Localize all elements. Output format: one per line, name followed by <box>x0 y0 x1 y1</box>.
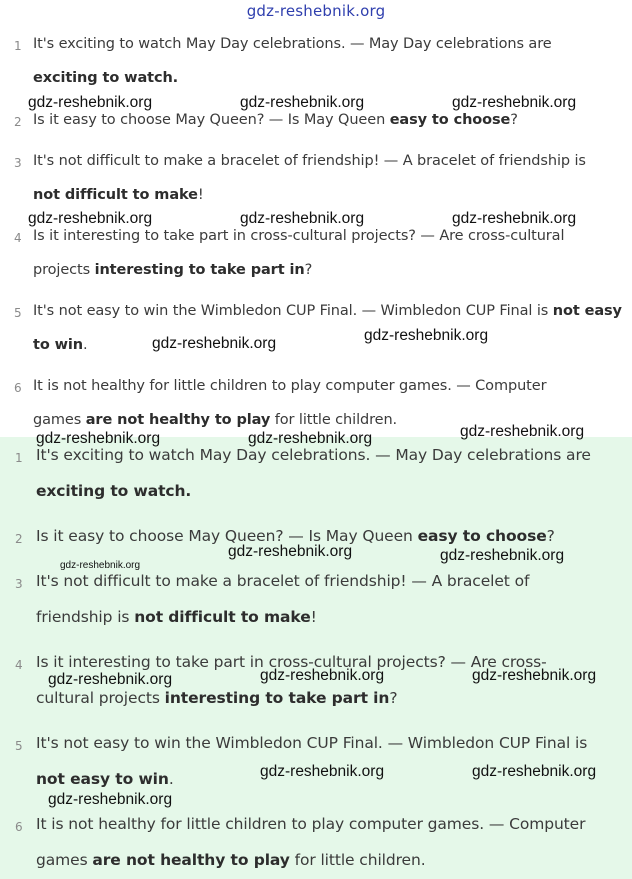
item-answer-line: games are not healthy to play for little children. <box>33 412 398 428</box>
watermark: gdz-reshebnik.org <box>452 94 577 111</box>
item-question-line: It's not easy to win the Wimbledon CUP Final. — Wimbledon CUP Final is not easy <box>33 303 622 319</box>
item-question-line: Is it interesting to take part in cross-cultural projects? — Are cross-cultural <box>33 228 565 244</box>
item-number: 3 <box>15 577 23 591</box>
item-number: 2 <box>14 115 22 129</box>
site-header-watermark: gdz-reshebnik.org <box>246 2 386 20</box>
item-number: 6 <box>14 381 22 395</box>
item-number: 1 <box>14 39 22 53</box>
watermark: gdz-reshebnik.org <box>240 94 365 111</box>
item-number: 3 <box>14 156 22 170</box>
item-answer-line: exciting to watch. <box>33 70 179 86</box>
item-number: 5 <box>15 739 23 753</box>
item-question-line: Is it easy to choose May Queen? — Is May Queen easy to choose? <box>36 527 555 545</box>
item-number: 6 <box>15 820 23 834</box>
watermark: gdz-reshebnik.org <box>60 560 141 571</box>
item-question-line: It's not difficult to make a bracelet of friendship! — A bracelet of <box>36 572 530 590</box>
watermark: gdz-reshebnik.org <box>28 210 153 227</box>
item-question-line: It's not easy to win the Wimbledon CUP Final. — Wimbledon CUP Final is <box>36 734 588 752</box>
watermark: gdz-reshebnik.org <box>260 763 385 780</box>
item-answer-line: games are not healthy to play for little children. <box>36 851 426 869</box>
watermark: gdz-reshebnik.org <box>472 667 597 684</box>
item-answer-line: cultural projects interesting to take part in? <box>36 689 398 707</box>
item-question-line: It is not healthy for little children to play computer games. — Computer <box>33 378 547 394</box>
item-question-line: Is it interesting to take part in cross-cultural projects? — Are cross- <box>36 653 547 671</box>
watermark: gdz-reshebnik.org <box>452 210 577 227</box>
watermark: gdz-reshebnik.org <box>472 763 597 780</box>
watermark: gdz-reshebnik.org <box>260 667 385 684</box>
item-number: 1 <box>15 451 23 465</box>
watermark: gdz-reshebnik.org <box>248 430 373 447</box>
item-answer-line: to win. <box>33 337 88 353</box>
item-number: 4 <box>15 658 23 672</box>
item-answer-line: exciting to watch. <box>36 482 192 500</box>
watermark: gdz-reshebnik.org <box>28 94 153 111</box>
watermark: gdz-reshebnik.org <box>440 547 565 564</box>
item-question-line: It is not healthy for little children to play computer games. — Computer <box>36 815 586 833</box>
watermark: gdz-reshebnik.org <box>228 543 353 560</box>
watermark: gdz-reshebnik.org <box>48 671 173 688</box>
item-question-line: It's not difficult to make a bracelet of friendship! — A bracelet of friendship is <box>33 153 586 169</box>
bottom-answer-section <box>0 437 632 879</box>
item-answer-line: not difficult to make! <box>33 187 204 203</box>
item-number: 5 <box>14 306 22 320</box>
item-answer-line: friendship is not difficult to make! <box>36 608 317 626</box>
item-number: 4 <box>14 231 22 245</box>
item-number: 2 <box>15 532 23 546</box>
watermark: gdz-reshebnik.org <box>48 791 173 808</box>
watermark: gdz-reshebnik.org <box>364 327 489 344</box>
item-answer-line: not easy to win. <box>36 770 174 788</box>
item-question-line: It's exciting to watch May Day celebrations. — May Day celebrations are <box>36 446 591 464</box>
watermark: gdz-reshebnik.org <box>240 210 365 227</box>
item-answer-line: projects interesting to take part in? <box>33 262 313 278</box>
item-question-line: It's exciting to watch May Day celebrations. — May Day celebrations are <box>33 36 552 52</box>
watermark: gdz-reshebnik.org <box>152 335 277 352</box>
item-question-line: Is it easy to choose May Queen? — Is May Queen easy to choose? <box>33 112 518 128</box>
watermark: gdz-reshebnik.org <box>36 430 161 447</box>
watermark: gdz-reshebnik.org <box>460 423 585 440</box>
